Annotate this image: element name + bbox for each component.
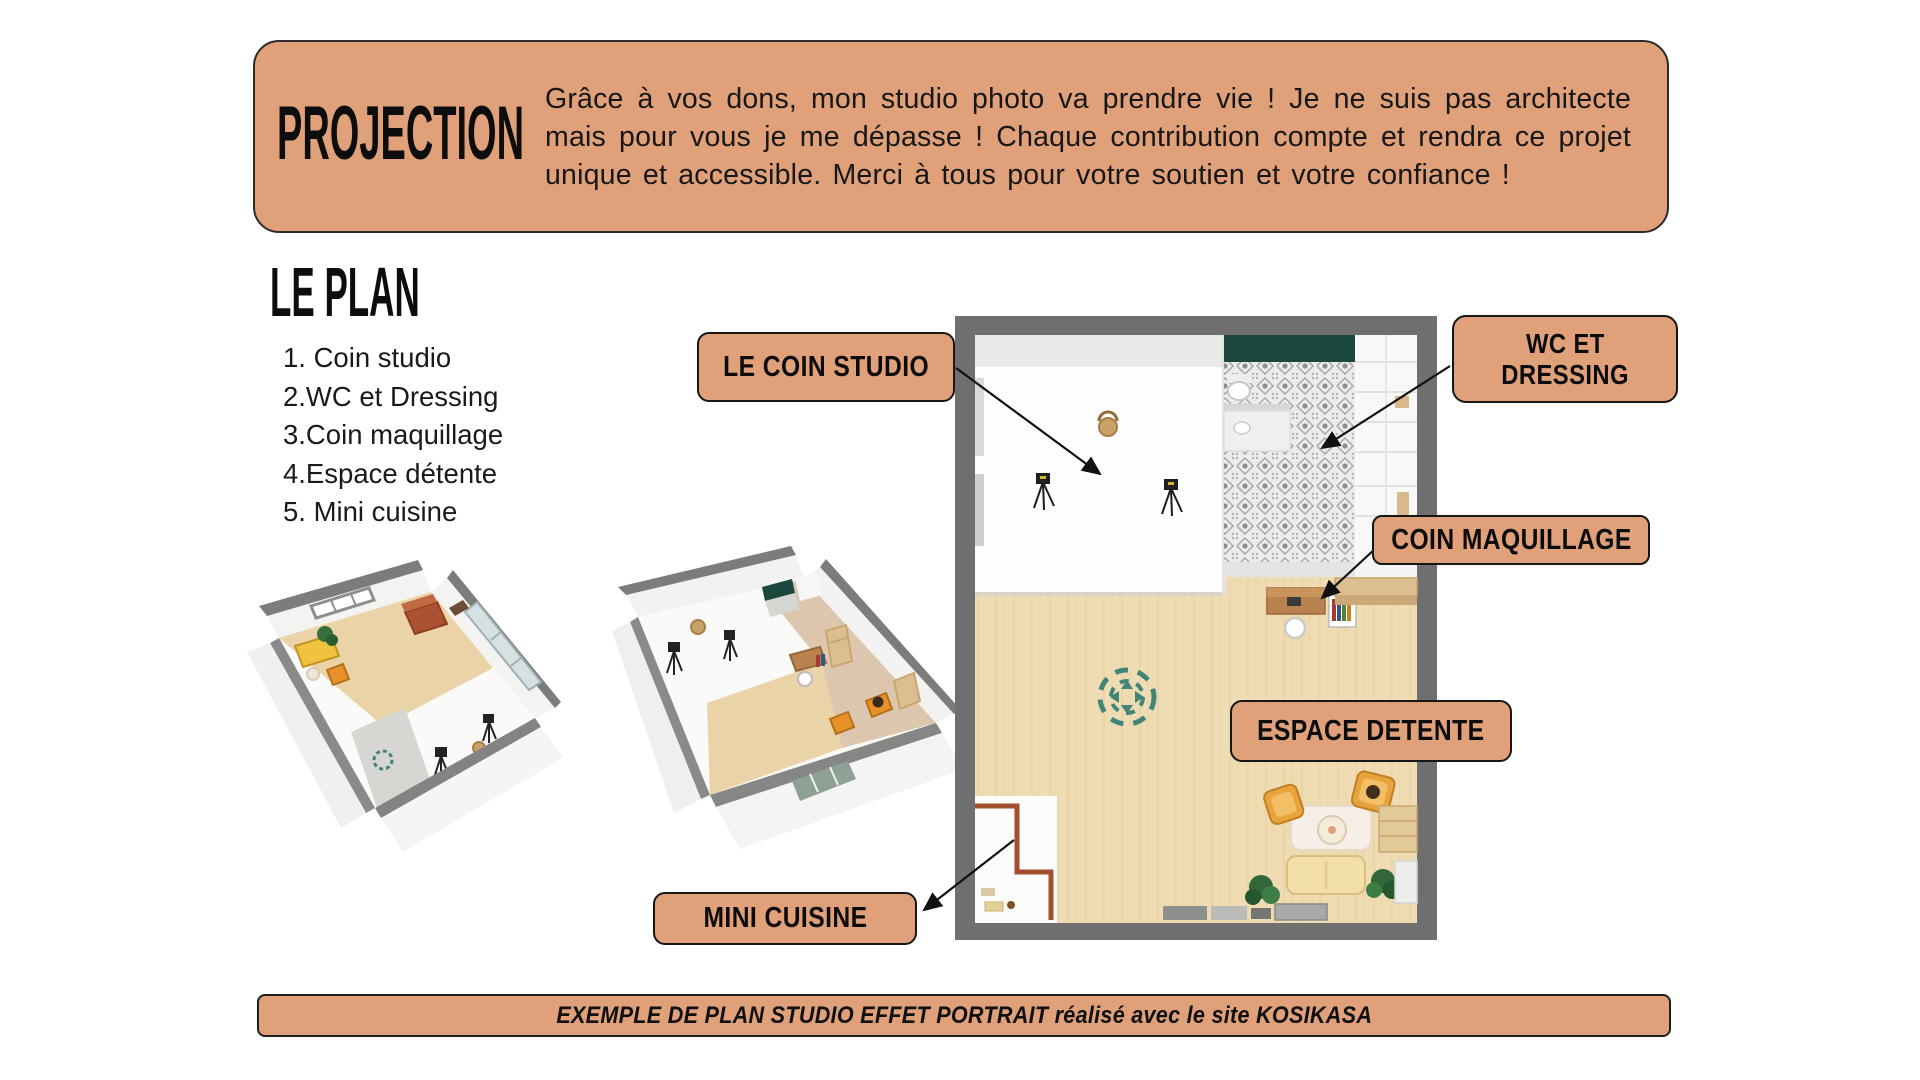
footer-caption: EXEMPLE DE PLAN STUDIO EFFET PORTRAIT réalisé avec le site KOSIKASA: [556, 1001, 1372, 1029]
plan-list-item: 5. Mini cuisine: [283, 496, 458, 527]
wall-shelf: [1335, 578, 1417, 596]
plan2-chair: [691, 620, 705, 634]
green-wall: [1224, 335, 1355, 362]
cabinet: [1379, 806, 1417, 852]
mini-kitchen-corner: [975, 796, 1057, 923]
plan-3d-view-1: [233, 550, 605, 895]
footer-bar: [257, 994, 1671, 1037]
header-paragraph: Grâce à vos dons, mon studio photo va prendre vie ! Je ne suis pas architecte mais pour vous je me dépasse ! Chaque contribution compte et rendra ce projet unique et accessible. Merci à tous pour votre soutien et votre confiance !: [545, 82, 1631, 191]
callout-coin-studio: [697, 332, 955, 402]
plan-list-item: 1. Coin studio: [283, 342, 452, 373]
stool: [1099, 418, 1117, 436]
callout-wc-line2: DRESSING: [1501, 359, 1629, 390]
toilet: [1228, 382, 1250, 400]
header-box: [253, 40, 1669, 233]
plan2-bookcase: [894, 673, 920, 709]
plan-list: [283, 339, 503, 532]
appliance-row: [1163, 904, 1327, 920]
plan1-table: [307, 668, 319, 680]
callout-wc-dressing: [1452, 315, 1678, 403]
plan2-desk-chair: [798, 672, 812, 686]
plan-list-item: 2.WC et Dressing: [283, 380, 499, 412]
plan-list-item: 4.Espace détente: [283, 457, 498, 489]
callout-mini-cuisine-label: MINI CUISINE: [703, 902, 867, 934]
header-title-column: [275, 42, 527, 231]
plan-section-heading: LE PLAN: [270, 253, 420, 331]
page-title: PROJECTION: [277, 90, 525, 176]
plan2-person: [873, 697, 884, 708]
sink: [1234, 422, 1250, 434]
studio-area: [975, 335, 1226, 596]
callout-espace-detente: [1230, 700, 1512, 762]
callout-wc-line1: WC ET: [1525, 328, 1605, 359]
callout-coin-studio-label: LE COIN STUDIO: [723, 350, 929, 383]
plan-top-view: [955, 316, 1437, 940]
plan-3d-view-2: [612, 543, 960, 915]
plan-list-item: 3.Coin maquillage: [283, 419, 504, 450]
callout-espace-detente-label: ESPACE DETENTE: [1257, 714, 1485, 747]
makeup-chair: [1285, 618, 1305, 638]
callout-mini-cuisine: [653, 892, 917, 945]
person: [1366, 785, 1380, 799]
callout-coin-maquillage-label: COIN MAQUILLAGE: [1390, 523, 1632, 556]
callout-coin-maquillage: [1372, 515, 1650, 565]
